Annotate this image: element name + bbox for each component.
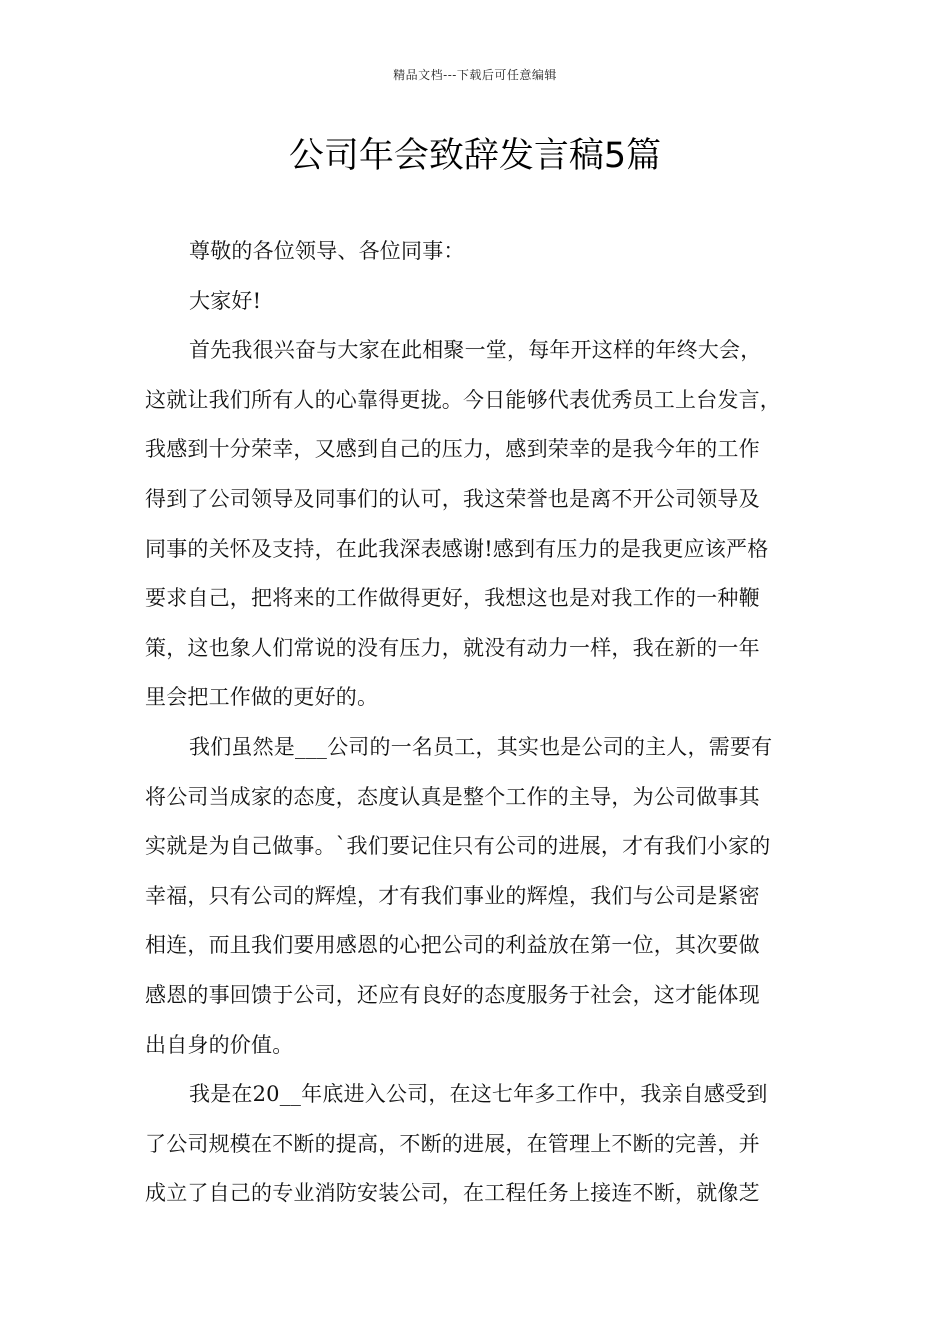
paragraph-experience [145, 1070, 820, 1219]
paragraph-line: 了公司规模在不断的提高，不断的进展，在管理上不断的完善，并 [145, 1131, 760, 1156]
document-title: 公司年会致辞发言稿5篇 [288, 136, 662, 176]
paragraph-line: 成立了自己的专业消防安装公司，在工程任务上接连不断，就像芝 [145, 1181, 760, 1206]
paragraph-line: 里会把工作做的更好的。 [145, 685, 379, 710]
paragraph-line: 我是在20__年底进入公司，在这七年多工作中，我亲自感受到 [189, 1082, 768, 1107]
paragraph-line: 同事的关怀及支持，在此我深表感谢!感到有压力的是我更应该严格 [145, 536, 769, 561]
paragraph-opening [145, 326, 820, 723]
paragraph-line: 这就让我们所有人的心靠得更拢。今日能够代表优秀员工上台发言， [145, 387, 781, 412]
paragraph-line: 相连，而且我们要用感恩的心把公司的利益放在第一位，其次要做 [145, 933, 760, 958]
paragraph-line: 得到了公司领导及同事们的认可，我这荣誉也是离不开公司领导及 [145, 486, 760, 511]
header-note: 精品文档---下载后可任意编辑 [393, 68, 557, 82]
paragraph-line: 我们虽然是___公司的一名员工，其实也是公司的主人，需要有 [189, 734, 773, 759]
paragraph-line: 尊敬的各位领导、各位同事： [189, 239, 465, 263]
paragraph-line: 要求自己，把将来的工作做得更好，我想这也是对我工作的一种鞭 [145, 586, 760, 611]
paragraph-line: 出自身的价值。 [145, 1032, 294, 1057]
paragraph-company-attitude [145, 723, 820, 1070]
paragraph-line: 策，这也象人们常说的没有压力，就没有动力一样，我在新的一年 [145, 635, 760, 660]
paragraph-line: 我感到十分荣幸，又感到自己的压力，感到荣幸的是我今年的工作 [145, 437, 760, 462]
paragraph-greeting [145, 277, 820, 327]
paragraph-line: 实就是为自己做事。`我们要记住只有公司的进展，才有我们小家的 [145, 834, 771, 859]
paragraph-line: 大家好! [189, 288, 262, 313]
paragraph-line: 幸福，只有公司的辉煌，才有我们事业的辉煌，我们与公司是紧密 [145, 883, 760, 908]
paragraph-line: 首先我很兴奋与大家在此相聚一堂，每年开这样的年终大会， [189, 338, 762, 363]
paragraph-line: 感恩的事回馈于公司，还应有良好的态度服务于社会，这才能体现 [145, 982, 760, 1007]
paragraph-line: 将公司当成家的态度，态度认真是整个工作的主导，为公司做事其 [145, 784, 760, 809]
document-body [145, 227, 820, 1219]
paragraph-salutation [145, 227, 820, 277]
